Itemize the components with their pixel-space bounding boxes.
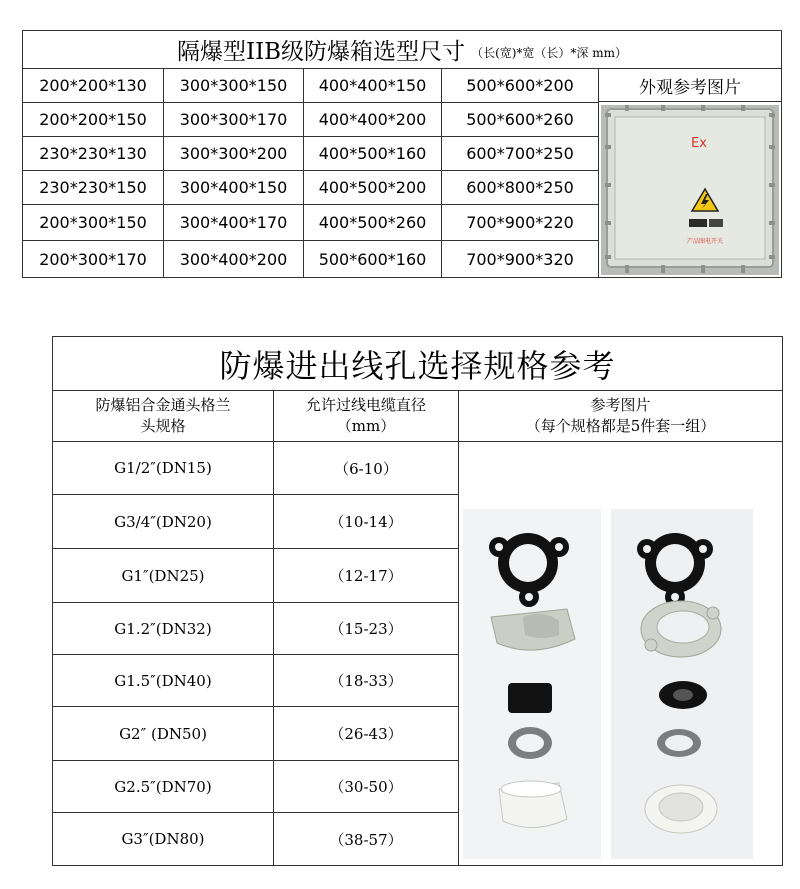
size-cell: 500*600*260 [442,103,599,137]
header-diameter-line2: （mm） [336,417,396,435]
enclosure-illustration [601,105,779,275]
column-divider [598,69,599,277]
column-divider [273,391,274,865]
size-cell: 200*200*150 [23,103,164,137]
ex-mark: Ex [691,136,707,151]
size-cell: 200*300*170 [23,241,164,277]
spec-cell: G1.5″(DN40) [53,655,273,707]
washer-left [508,727,552,759]
size-cell: 230*230*150 [23,171,164,205]
header-photo-line2: （每个规格都是5件套一组） [525,417,716,435]
size-cell: 200*300*150 [23,205,164,241]
diameter-cell: （30-50） [274,761,458,813]
enclosure-table-title-note: （长(宽)*宽（长）*深 mm） [471,46,627,60]
spec-cell: G2.5″(DN70) [53,761,273,813]
photo-header: 外观参考图片 [599,69,781,102]
gland-kit-illustration [463,509,753,859]
size-cell: 500*600*200 [442,69,599,103]
size-cell: 400*500*260 [304,205,442,241]
size-cell: 200*200*130 [23,69,164,103]
diameter-cell: （6-10） [274,442,458,495]
spec-cell: G1/2″(DN15) [53,442,273,495]
spec-cell: G2″ (DN50) [53,707,273,761]
size-cell: 300*300*170 [164,103,304,137]
size-cell: 500*600*160 [304,241,442,277]
diameter-cell: （18-33） [274,655,458,707]
size-cell: 400*500*200 [304,171,442,205]
size-cell: 300*300*200 [164,137,304,171]
gland-table-title: 防爆进出线孔选择规格参考 [53,337,782,391]
size-cell: 300*400*170 [164,205,304,241]
size-cell: 400*500*160 [304,137,442,171]
size-cell: 600*700*250 [442,137,599,171]
header-spec [53,391,273,442]
header-spec-line1: 防爆铝合金通头格兰 [95,396,231,414]
size-cell: 600*800*250 [442,171,599,205]
size-cell: 300*400*150 [164,171,304,205]
size-cell: 400*400*150 [304,69,442,103]
gland-spec-table [52,336,783,866]
white-nut-right [645,785,717,833]
column-divider [458,391,459,865]
rubber-seal-left [508,683,552,713]
header-diameter [274,391,458,442]
spec-cell: G1.2″(DN32) [53,603,273,655]
size-cell: 300*400*200 [164,241,304,277]
header-photo [459,391,782,442]
header-photo-line1: 参考图片 [590,396,651,414]
gland-kit-photos [463,509,753,859]
nameplate-left [689,219,707,227]
enclosure-table-title [23,31,781,69]
size-cell: 400*400*200 [304,103,442,137]
diameter-cell: （26-43） [274,707,458,761]
size-cell: 300*300*150 [164,69,304,103]
diameter-cell: （10-14） [274,495,458,549]
enclosure-table-title-text: 隔爆型IIB级防爆箱选型尺寸 [176,39,466,65]
diameter-cell: （38-57） [329,830,403,849]
threaded-body-right [641,601,721,657]
size-cell: 700*900*320 [442,241,599,277]
spec-cell: G1″(DN25) [53,549,273,603]
nameplate-text: 产品图电开关 [686,238,724,245]
size-cell: 700*900*220 [442,205,599,241]
white-nut-left [499,781,567,828]
header-spec-line2: 头规格 [140,417,186,435]
size-cell: 230*230*130 [23,137,164,171]
spec-cell: G3/4″(DN20) [53,495,273,549]
diameter-cell: （12-17） [274,549,458,603]
diameter-cell: （15-23） [274,603,458,655]
enclosure-photo [601,105,779,275]
header-diameter-line1: 允许过线电缆直径 [305,396,426,414]
washer-right [657,729,701,757]
spec-cell: G3″(DN80) [121,830,205,848]
nameplate-right [709,219,723,227]
enclosure-size-table [22,30,782,278]
rubber-seal-right [659,681,707,709]
